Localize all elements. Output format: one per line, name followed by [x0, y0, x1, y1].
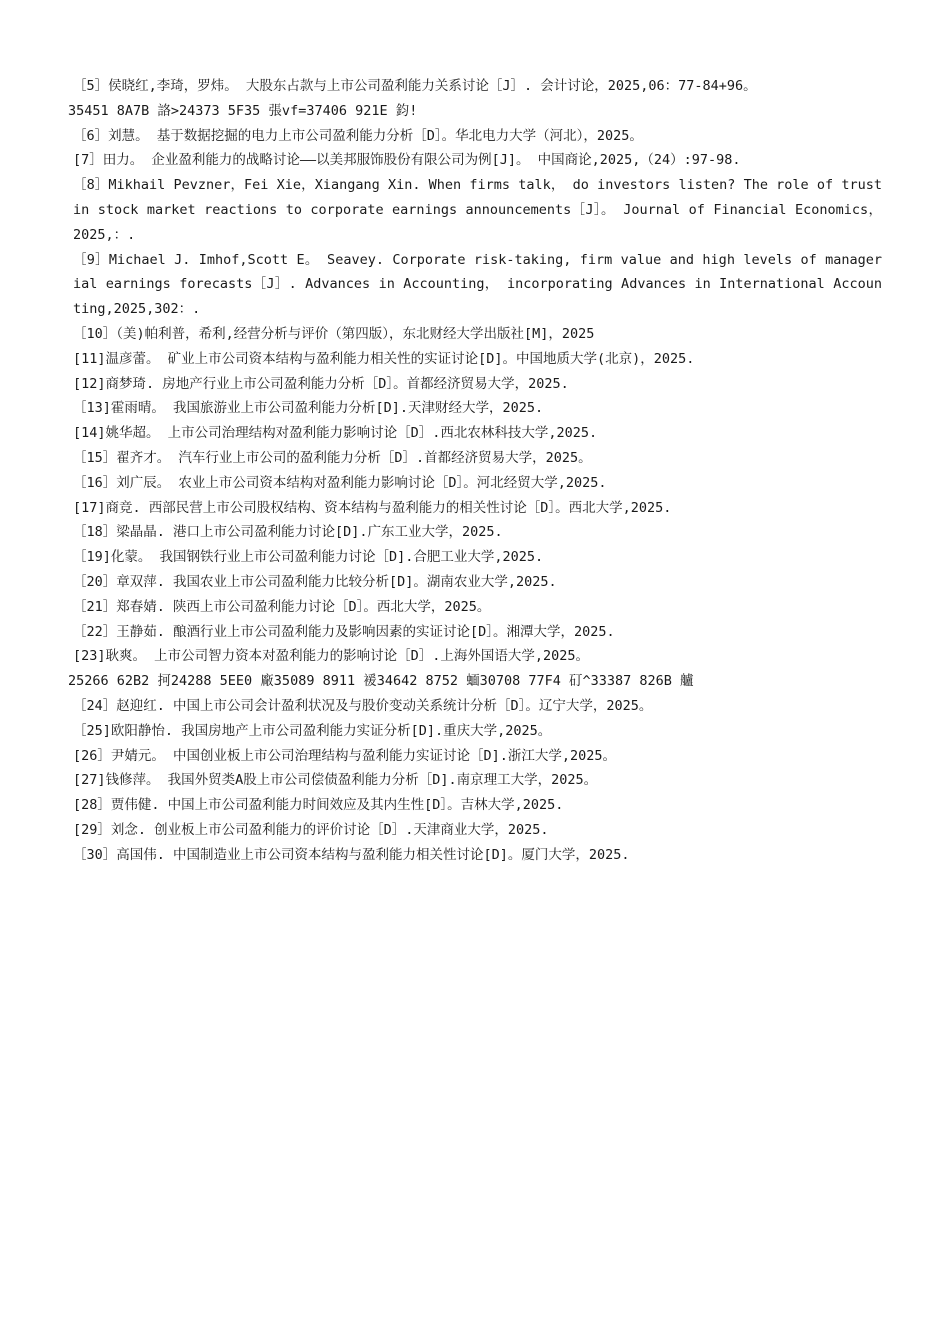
reference-item-30: ［30］高国伟. 中国制造业上市公司资本结构与盈利能力相关性讨论[D]。厦门大学，2025.: [73, 846, 630, 863]
reference-item-13: ［13]霍雨晴。 我国旅游业上市公司盈利能力分析[D].天津财经大学，2025.: [73, 400, 544, 417]
reference-item-14: [14]姚华超。 上市公司治理结构对盈利能力影响讨论［D］.西北农林科技大学,2025.: [73, 425, 598, 442]
reference-item-22: ［22］王静茹. 酿酒行业上市公司盈利能力及影响因素的实证讨论[D］。湘潭大学，2025.: [73, 623, 615, 640]
reference-item-8: ［8］Mikhail Pevzner，Fei Xie，Xiangang Xin. When firms talk， do investors listen? The role of trust in stock market reactions to corporate earnings announcements［J］。 Journal of Financial Economics，2025,：.: [73, 177, 882, 243]
reference-item-24: ［24］赵迎红. 中国上市公司会计盈利状况及与股价变动关系统计分析［D］。辽宁大学，2025。: [73, 697, 653, 714]
reference-item-11: [11]温彦蕾。 矿业上市公司资本结构与盈利能力相关性的实证讨论[D]。中国地质大学(北京)，2025.: [73, 350, 695, 367]
reference-item-17: [17]商竞. 西部民营上市公司股权结构、资本结构与盈利能力的相关性讨论［D］。西北大学,2025.: [73, 499, 672, 516]
garbled-text-line: 25266 62B2 抲24288 5EE0 廠35089 8911 褑34642 8752 蝒30708 77F4 矴^33387 826B 艫: [68, 673, 694, 690]
reference-item-5: ［5］侯晓红,李琦，罗炜。 大股东占款与上市公司盈利能力关系讨论［J］. 会计讨论，2025,06：77-84+96。: [73, 78, 757, 94]
garbled-text-line: 35451 8A7B 詻>24373 5F35 張vf=37406 921E 鈞!: [68, 102, 418, 119]
reference-item-9: ［9］Michael J. Imhof,Scott E。 Seavey. Corporate risk-taking, firm value and high levels of managerial earnings forecasts［J］. Advances in Accounting， incorporating Advances in International Accounting,2025,302：.: [73, 251, 882, 318]
reference-item-10: ［10］（美)帕利普，希利,经营分析与评价（第四版），东北财经大学出版社[M]，2025: [73, 325, 595, 342]
reference-item-6: ［6］刘慧。 基于数据挖掘的电力上市公司盈利能力分析［D］。华北电力大学（河北），2025。: [73, 127, 643, 144]
reference-item-12: [12]商梦琦. 房地产行业上市公司盈利能力分析［D］。首都经济贸易大学，2025.: [73, 375, 569, 392]
reference-item-29: [29］刘念. 创业板上市公司盈利能力的评价讨论［D］.天津商业大学，2025.: [73, 821, 549, 838]
reference-item-15: ［15］翟齐才。 汽车行业上市公司的盈利能力分析［D］.首都经济贸易大学，2025。: [73, 449, 592, 466]
reference-item-28: [28］贾伟健. 中国上市公司盈利能力时间效应及其内生性[D］。吉林大学,2025.: [73, 797, 564, 814]
reference-item-21: ［21］郑春婧. 陕西上市公司盈利能力讨论［D］。西北大学，2025。: [73, 598, 491, 615]
reference-item-20: ［20］章双萍. 我国农业上市公司盈利能力比较分析[D]。湖南农业大学,2025.: [73, 573, 557, 590]
reference-item-23: [23]耿爽。 上市公司智力资本对盈利能力的影响讨论［D］.上海外国语大学,2025。: [73, 648, 590, 665]
reference-item-19: ［19]化蒙。 我国钢铁行业上市公司盈利能力讨论［D].合肥工业大学,2025.: [73, 549, 544, 566]
reference-item-7: [7］田力。 企业盈利能力的战略讨论——以美邦服饰股份有限公司为例[J]。 中国商论,2025,（24）:97-98.: [73, 152, 741, 169]
reference-item-27: [27]钱修萍。 我国外贸类A股上市公司偿债盈利能力分析［D].南京理工大学，2025。: [73, 772, 598, 789]
reference-item-16: ［16］刘广辰。 农业上市公司资本结构对盈利能力影响讨论［D］。河北经贸大学,2025.: [73, 474, 607, 491]
reference-item-25: ［25]欧阳静怡. 我国房地产上市公司盈利能力实证分析[D].重庆大学,2025。: [73, 722, 552, 739]
reference-list: [68, 74, 882, 868]
reference-item-26: [26］尹婧元。 中国创业板上市公司治理结构与盈利能力实证讨论［D].浙江大学,2025。: [73, 747, 617, 764]
reference-item-18: ［18］梁晶晶. 港口上市公司盈利能力讨论[D].广东工业大学，2025.: [73, 524, 503, 541]
